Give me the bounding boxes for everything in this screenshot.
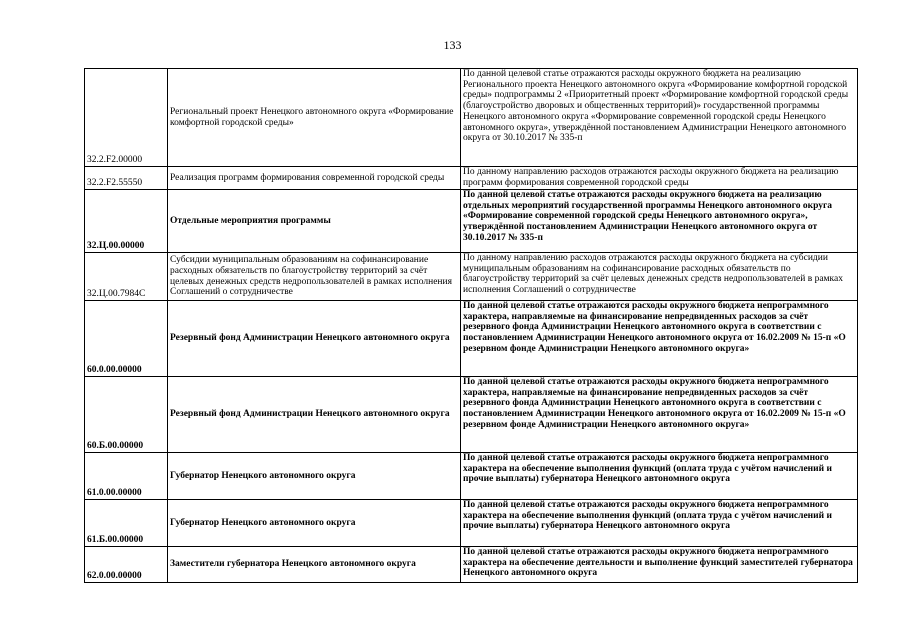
table-row [85,167,858,190]
description-cell: По данной целевой статье отражаются расходы окружного бюджета непрограммного характера на обеспечение выполнения функций (оплата труда с учётом начислений и прочие выплаты) губернатора Ненецкого автономного округа [461,500,858,547]
item-name-cell: Региональный проект Ненецкого автономного округа «Формирование комфортной городской среды» [168,69,461,167]
item-name-cell: Отдельные мероприятия программы [168,190,461,253]
item-name-cell: Губернатор Ненецкого автономного округа [168,500,461,547]
target-code-cell: 32.2.F2.55550 [85,167,168,190]
budget-classification-table [84,68,858,583]
table-row [85,453,858,500]
description-cell: По данной целевой статье отражаются расходы окружного бюджета непрограммного характера, направляемые на финансирование непредвиденных расходов за счёт резервного фонда Администрации Ненецкого автономного округа в соответствии с постановлением Администрации Ненецкого автономного округа от 16.02.2009 № 15-п «О резервном фонде Администрации Ненецкого автономного округа» [461,301,858,377]
table-row [85,377,858,453]
table-row [85,547,858,583]
target-code-cell: 60.0.00.00000 [85,301,168,377]
item-name-cell: Реализация программ формирования современной городской среды [168,167,461,190]
description-cell: По данной целевой статье отражаются расходы окружного бюджета на реализацию отдельных мероприятий государственной программы Ненецкого автономного округа «Формирование современной городской среды Ненецкого автономного округа», утверждённой постановлением Администрации Ненецкого автономного округа от 30.10.2017 № 335-п [461,190,858,253]
target-code-cell: 62.0.00.00000 [85,547,168,583]
description-cell: По данной целевой статье отражаются расходы окружного бюджета непрограммного характера на обеспечение выполнения функций (оплата труда с учётом начислений и прочие выплаты) губернатора Ненецкого автономного округа [461,453,858,500]
target-code-cell: 32.2.F2.00000 [85,69,168,167]
description-cell: По данной целевой статье отражаются расходы окружного бюджета непрограммного характера на обеспечение деятельности и выполнение функций заместителей губернатора Ненецкого автономного округа [461,547,858,583]
target-code-cell: 60.Б.00.00000 [85,377,168,453]
item-name-cell: Резервный фонд Администрации Ненецкого автономного округа [168,377,461,453]
item-name-cell: Резервный фонд Администрации Ненецкого автономного округа [168,301,461,377]
target-code-cell: 32.Ц.00.7984С [85,253,168,301]
item-name-cell: Заместители губернатора Ненецкого автономного округа [168,547,461,583]
item-name-cell: Субсидии муниципальным образованиям на софинансирование расходных обязательств по благоустройству территорий за счёт целевых денежных средств недропользователей в рамках исполнения Соглашений о сотрудничестве [168,253,461,301]
table-row [85,253,858,301]
description-cell: По данной целевой статье отражаются расходы окружного бюджета непрограммного характера, направляемые на финансирование непредвиденных расходов за счёт резервного фонда Администрации Ненецкого автономного округа в соответствии с постановлением Администрации Ненецкого автономного округа от 16.02.2009 № 15-п «О резервном фонде Администрации Ненецкого автономного округа» [461,377,858,453]
table-row [85,69,858,167]
table-row [85,500,858,547]
table-row [85,301,858,377]
item-name-cell: Губернатор Ненецкого автономного округа [168,453,461,500]
description-cell: По данному направлению расходов отражаются расходы окружного бюджета на реализацию программ формирования современной городской среды [461,167,858,190]
target-code-cell: 61.Б.00.00000 [85,500,168,547]
page-number: 133 [443,38,462,52]
description-cell: По данному направлению расходов отражаются расходы окружного бюджета на субсидии муниципальным образованиям на софинансирование расходных обязательств по благоустройству территорий за счёт целевых денежных средств недропользователей в рамках исполнения Соглашений о сотрудничестве [461,253,858,301]
target-code-cell: 61.0.00.00000 [85,453,168,500]
description-cell: По данной целевой статье отражаются расходы окружного бюджета на реализацию Регионального проекта Ненецкого автономного округа «Формирование комфортной городской среды» подпрограммы 2 «Приоритетный проект «Формирование комфортной городской среды (благоустройство дворовых и общественных территорий)» государственной программы Ненецкого автономного округа «Формирование современной городской среды Ненецкого автономного округа», утверждённой постановлением Администрации Ненецкого автономного округа от 30.10.2017 № 335-п [461,69,858,167]
table-row [85,190,858,253]
target-code-cell: 32.Ц.00.00000 [85,190,168,253]
